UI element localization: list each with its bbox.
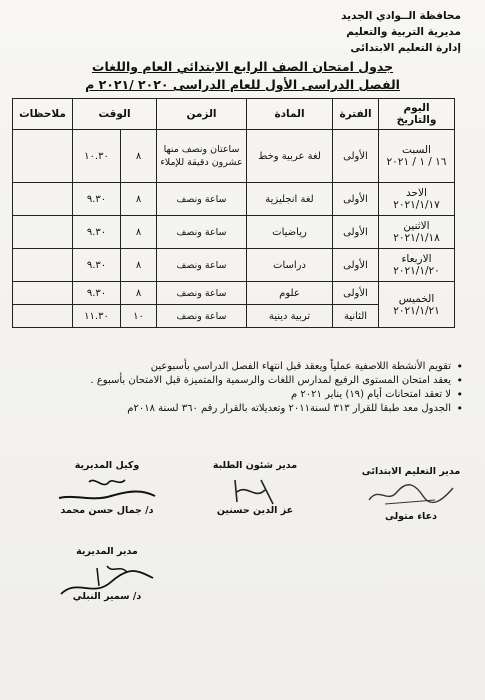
start-time-cell: ٨ (121, 130, 157, 183)
handwritten-signature (225, 474, 285, 508)
signature-directorate-head (47, 546, 167, 602)
exam-schedule-table (12, 98, 455, 328)
title-line-2: الفصل الدراسى الأول للعام الدراسى ٢٠٢٠ /٢٠٢١ م (85, 77, 400, 92)
day-name: السبت (402, 144, 431, 156)
signature-student-affairs (195, 460, 315, 516)
day-date: ٢٠٢١/١/٢١ (393, 304, 440, 317)
directorate-line: مديرية التربية والتعليم (346, 26, 461, 38)
subject-cell: علوم (247, 282, 333, 305)
table-row (13, 249, 455, 282)
table-row (13, 216, 455, 249)
end-time-cell: ٩.٣٠ (73, 216, 121, 249)
end-time-cell: ٩.٣٠ (73, 249, 121, 282)
notes-cell (13, 282, 73, 305)
signature-name: دعاء متولى (385, 511, 437, 522)
end-time-cell: ١٠.٣٠ (73, 130, 121, 183)
notes-list (23, 360, 463, 416)
handwritten-signature (55, 472, 159, 506)
document-title (40, 58, 445, 94)
signature-name: عز الدين حسنين (216, 505, 294, 516)
header-period: الفترة (333, 99, 379, 130)
header-day: اليوم والتاريخ (379, 99, 455, 130)
letterhead (341, 8, 461, 56)
day-cell (379, 216, 455, 249)
note-item: • لا تعقد امتحانات أيام (١٩) يناير ٢٠٢١ م (23, 388, 463, 402)
day-date: ٢٠٢١/١/٢٠ (393, 265, 440, 277)
notes-cell (13, 216, 73, 249)
table-row (13, 183, 455, 216)
day-cell (379, 130, 455, 183)
day-name: الاربعاء (401, 253, 432, 265)
start-time-cell: ٨ (121, 249, 157, 282)
notes-cell (13, 305, 73, 328)
note-item: • تقويم الأنشطة اللاصفية عملياً ويعقد قبل انتهاء الفصل الدراسي بأسبوعين (23, 360, 463, 374)
end-time-cell: ١١.٣٠ (73, 305, 121, 328)
subject-cell: لغة عربية وخط (247, 130, 333, 183)
day-name: الاثنين (403, 220, 430, 232)
period-cell: الأولى (333, 130, 379, 183)
start-time-cell: ٨ (121, 216, 157, 249)
signature-deputy (47, 460, 167, 516)
table-row (13, 282, 455, 305)
handwritten-signature (365, 480, 457, 508)
signature-role: مدير المديرية (76, 546, 138, 557)
subject-cell: دراسات (247, 249, 333, 282)
signature-name: د/ جمال حسن محمد (60, 505, 154, 516)
header-notes: ملاحظات (13, 99, 73, 130)
signature-role: مدير شئون الطلبة (212, 460, 298, 471)
day-cell (379, 249, 455, 282)
start-time-cell: ٨ (121, 183, 157, 216)
header-time: الوقت (73, 99, 157, 130)
duration-cell: ساعة ونصف (157, 216, 247, 249)
governorate-line: محافظة الــوادي الجديد (341, 10, 461, 22)
handwritten-signature (53, 560, 161, 600)
day-cell (379, 282, 455, 328)
signature-role: مدير التعليم الابتدائى (361, 466, 461, 477)
duration-cell: ساعة ونصف (157, 249, 247, 282)
subject-cell: رياضيات (247, 216, 333, 249)
signature-name: د/ سمير النبلي (72, 591, 142, 602)
day-name: الاحد (406, 187, 427, 199)
table-header-row (13, 99, 455, 130)
end-time-cell: ٩.٣٠ (73, 183, 121, 216)
start-time-cell: ١٠ (121, 305, 157, 328)
duration-cell: ساعة ونصف (157, 183, 247, 216)
duration-cell: ساعتان ونصف منها عشرون دقيقة للإملاء (157, 130, 247, 183)
day-name: الخميس (398, 292, 435, 305)
table-row (13, 130, 455, 183)
end-time-cell: ٩.٣٠ (73, 282, 121, 305)
day-date: ١٦ / ١ / ٢٠٢١ (386, 156, 447, 168)
day-date: ٢٠٢١/١/١٧ (393, 199, 440, 211)
header-subject: المادة (247, 99, 333, 130)
note-item: • يعقد امتحان المستوى الرفيع لمدارس اللغات والرسمية والمتميزة قبل الامتحان بأسبوع . (23, 374, 463, 388)
period-cell: الأولى (333, 282, 379, 305)
signature-role: وكيل المديرية (74, 460, 140, 471)
day-cell (379, 183, 455, 216)
signature-primary-director (351, 466, 471, 522)
subject-cell: تربية دينية (247, 305, 333, 328)
title-line-1: جدول امتحان الصف الرابع الابتدائي العام واللغات (91, 59, 394, 74)
note-item: • الجدول معد طبقا للقرار ٣١٣ لسنة٢٠١١ وتعديلاته بالقرار رقم ٣٦٠ لسنة ٢٠١٨م (23, 402, 463, 416)
subject-cell: لغة انجليزية (247, 183, 333, 216)
header-duration: الزمن (157, 99, 247, 130)
period-cell: الثانية (333, 305, 379, 328)
day-date: ٢٠٢١/١/١٨ (393, 232, 440, 244)
notes-cell (13, 183, 73, 216)
duration-cell: ساعة ونصف (157, 305, 247, 328)
period-cell: الأولى (333, 183, 379, 216)
period-cell: الأولى (333, 216, 379, 249)
administration-line: إدارة التعليم الابتدائى (350, 42, 461, 54)
notes-cell (13, 249, 73, 282)
duration-cell: ساعة ونصف (157, 282, 247, 305)
start-time-cell: ٨ (121, 282, 157, 305)
period-cell: الأولى (333, 249, 379, 282)
notes-cell (13, 130, 73, 183)
